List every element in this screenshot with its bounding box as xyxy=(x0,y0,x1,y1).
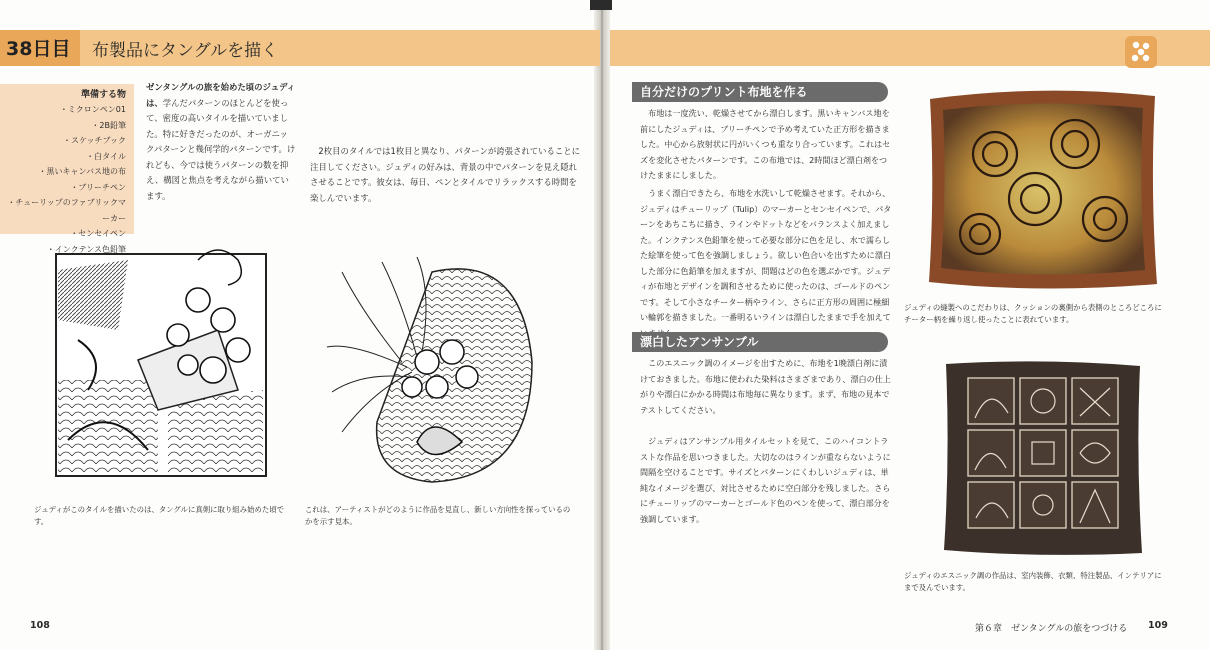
intro-paragraph xyxy=(146,80,296,204)
materials-list xyxy=(0,102,126,257)
material-item: ・スケッチブック xyxy=(62,136,126,145)
cushion-photo-2 xyxy=(940,358,1145,558)
tangle-tile-image-2 xyxy=(322,252,537,487)
material-item: ・ブリーチペン xyxy=(70,182,126,192)
section-heading-print-fabric: 自分だけのプリント布地を作る xyxy=(632,82,888,102)
left-header-band xyxy=(0,30,600,66)
section1-paragraph-1: 布地は一度洗い、乾燥させてから漂白します。黒いキャンバス地を前にしたジュディは、ブリーチペンで予め考えていた正方形を描きました。中心から放射状に円がいくつも重なり合っています。これはセズを変化させたパターンです。この布地では、2時間ほど漂白剤をつけたままにしました。 xyxy=(640,108,891,180)
section2-paragraph-1: このエスニック調のイメージを出すために、布地を1晩漂白剤に漬けておきました。布地に使われた染料はさまざまであり、漂白の仕上がりや漂白にかかる時間は布地毎に異なります。まず、布地の見本でテストしてください。 xyxy=(640,358,891,415)
book-gutter xyxy=(594,0,610,650)
section2-paragraph-2: ジュディはアンサンブル用タイルセットを見て、このハイコントラストな作品を思いつきました。大切なのはラインが重ならないように間隔を空けることです。サイズとパターンにくわしいジュディは、単純なイメージを選び、対比させるために空白部分を残しました。さらにチューリップのマーカーとゴールド色のペンを使って、漂白部分を強調しています。 xyxy=(640,436,891,524)
body-paragraph: 2枚目のタイルでは1枚目と異なり、パターンが誇張されていることに注目してください。ジュディの好みは、背景の中でパターンを見え隠れさせることです。彼女は、毎日、ペンとタイルでリラックスする時間を楽しんでいます。 xyxy=(310,146,580,203)
material-item: ・黒いキャンバス地の布 xyxy=(38,167,126,176)
right-header-band xyxy=(610,30,1210,66)
material-item: ・インクテンス色鉛筆 xyxy=(46,244,126,254)
material-item: ・2B鉛筆 xyxy=(91,120,126,130)
section1-paragraph-2: うまく漂白できたら、布地を水洗いして乾燥させます。それから、ジュディはチューリップ（Tulip）のマーカーとセンセイペンで、パターンをあちこちに描き、ラインやドットなどをバランスよく加えました。インクテンス色鉛筆を使って必要な部分に色を足し、水で濡らした絵筆を使って色を強調しましょう。欲しい色合いを出すために漂白した部分に色鉛筆を加えますが、問題はどの色を選ぶかです。ジュディが布地とデザインを調和させるために使ったのは、ゴールドのペンです。そして小さなチーター柄やライン、さらに正方形の周囲に極細い輪郭を描きました。一番明るいラインは漂白したままで手を加えて xyxy=(640,188,892,322)
caption-tile-1: ジュディがこのタイルを描いたのは、タングルに真剣に取り組み始めた頃です。 xyxy=(34,505,285,526)
material-item: ・白タイル xyxy=(86,151,126,161)
intro-body: 学んだパターンのほとんどを使って、密度の高いタイルを描いていました。特に好きだったのが、オーガニックパターンと幾何学的パターンです。けれども、今では使うパターンの数を抑え、構図と焦点を考えながら描いています。 xyxy=(146,97,296,201)
intro-lead: ゼンタングルの旅を始めた頃のジュディは、 xyxy=(146,82,296,108)
material-item: ・センセイペン xyxy=(70,229,126,238)
page-number-left: 108 xyxy=(30,620,50,631)
material-item: ・チューリップのファブリックマーカー xyxy=(7,198,126,223)
page-number-right: 109 xyxy=(1148,620,1168,631)
chapter-title: 布製品にタングルを描く xyxy=(92,41,279,61)
cushion-photo-1 xyxy=(925,84,1160,294)
material-item: ・ミクロンペン01 xyxy=(59,105,126,114)
materials-heading: 準備する物 xyxy=(80,90,126,100)
caption-cushion-2: ジュディのエスニック調の作品は、室内装飾、衣類、特注製品、インテリアにまで及んでいます。 xyxy=(904,571,1162,592)
day-label: 38日目 xyxy=(6,38,71,60)
section-heading-ensemble: 漂白したアンサンブル xyxy=(632,332,888,352)
dots-badge-icon xyxy=(1125,36,1157,68)
caption-tile-2: これは、アーティストがどのように作品を見直し、新しい方向性を探っているのかを示す見本。 xyxy=(305,505,571,526)
materials-box xyxy=(0,84,134,254)
tangle-tile-image-1 xyxy=(48,240,274,485)
caption-cushion-1: ジュディの縫製へのこだわりは、クッションの裏側から表側のところどころにチーター柄を繰り返し使ったことに表れています。 xyxy=(904,303,1162,324)
running-head: 第６章 ゼンタングルの旅をつづける xyxy=(975,624,1128,634)
gutter-edge xyxy=(590,0,612,10)
